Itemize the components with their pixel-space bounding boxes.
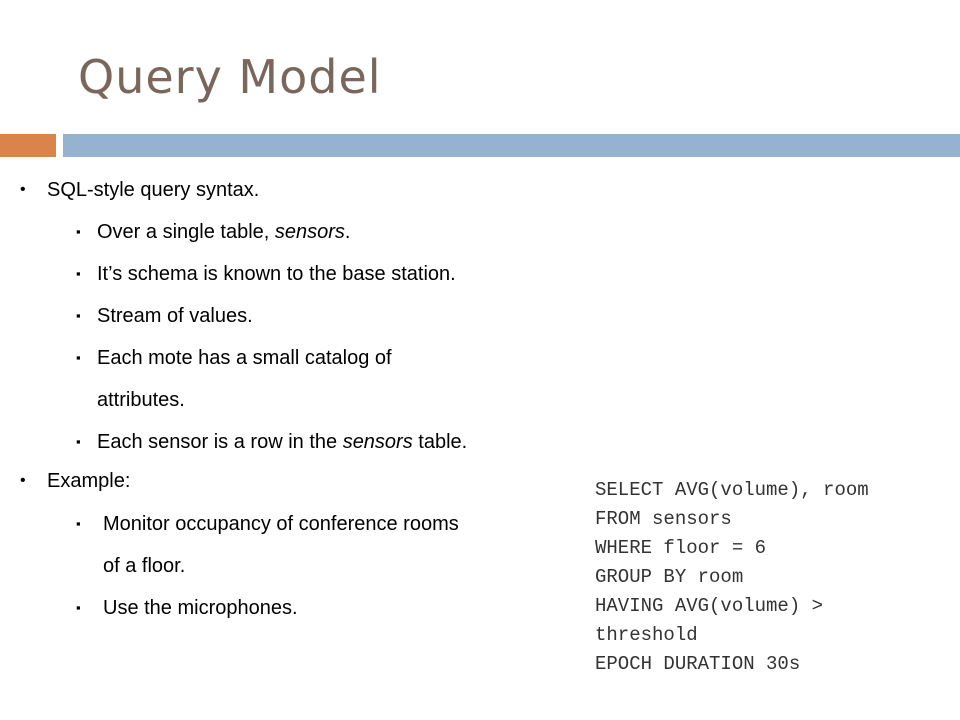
bullet-square: ▪ xyxy=(76,516,81,531)
code-line: HAVING AVG(volume) > xyxy=(595,595,824,617)
code-line: EPOCH DURATION 30s xyxy=(595,653,801,675)
bullet-text: Use the microphones. xyxy=(103,597,298,619)
bullet-square: ▪ xyxy=(76,600,81,615)
bullet-dot: • xyxy=(20,472,26,489)
bullet-text-continued: of a floor. xyxy=(103,555,186,577)
bullet-text-continued: attributes. xyxy=(97,389,185,411)
code-line: WHERE floor = 6 xyxy=(595,537,767,559)
bullet-square: ▪ xyxy=(76,308,81,323)
bullet-square: ▪ xyxy=(76,350,81,365)
code-line: threshold xyxy=(595,624,698,646)
code-line: GROUP BY room xyxy=(595,566,744,588)
bullet-square: ▪ xyxy=(76,266,81,281)
bullet-dot: • xyxy=(20,181,26,198)
bullet-text: It’s schema is known to the base station. xyxy=(97,263,456,285)
bullet-square: ▪ xyxy=(76,224,81,239)
accent-bar xyxy=(0,134,56,157)
bullet-text: Each mote has a small catalog of xyxy=(97,347,392,369)
code-line: FROM sensors xyxy=(595,508,732,530)
bullet-square: ▪ xyxy=(76,434,81,449)
bullet-text: Over a single table, sensors. xyxy=(97,221,351,243)
bullet-text: Monitor occupancy of conference rooms xyxy=(103,513,459,535)
bullet-text: SQL-style query syntax. xyxy=(47,179,260,201)
bullet-text: Example: xyxy=(47,470,131,492)
bullet-text: Stream of values. xyxy=(97,305,253,327)
bullet-text: Each sensor is a row in the sensors table. xyxy=(97,431,468,453)
title-underline-bar xyxy=(63,134,960,157)
sql-code-block xyxy=(595,476,869,679)
code-line: SELECT AVG(volume), room xyxy=(595,479,869,501)
slide-title: Query Model xyxy=(78,50,382,104)
